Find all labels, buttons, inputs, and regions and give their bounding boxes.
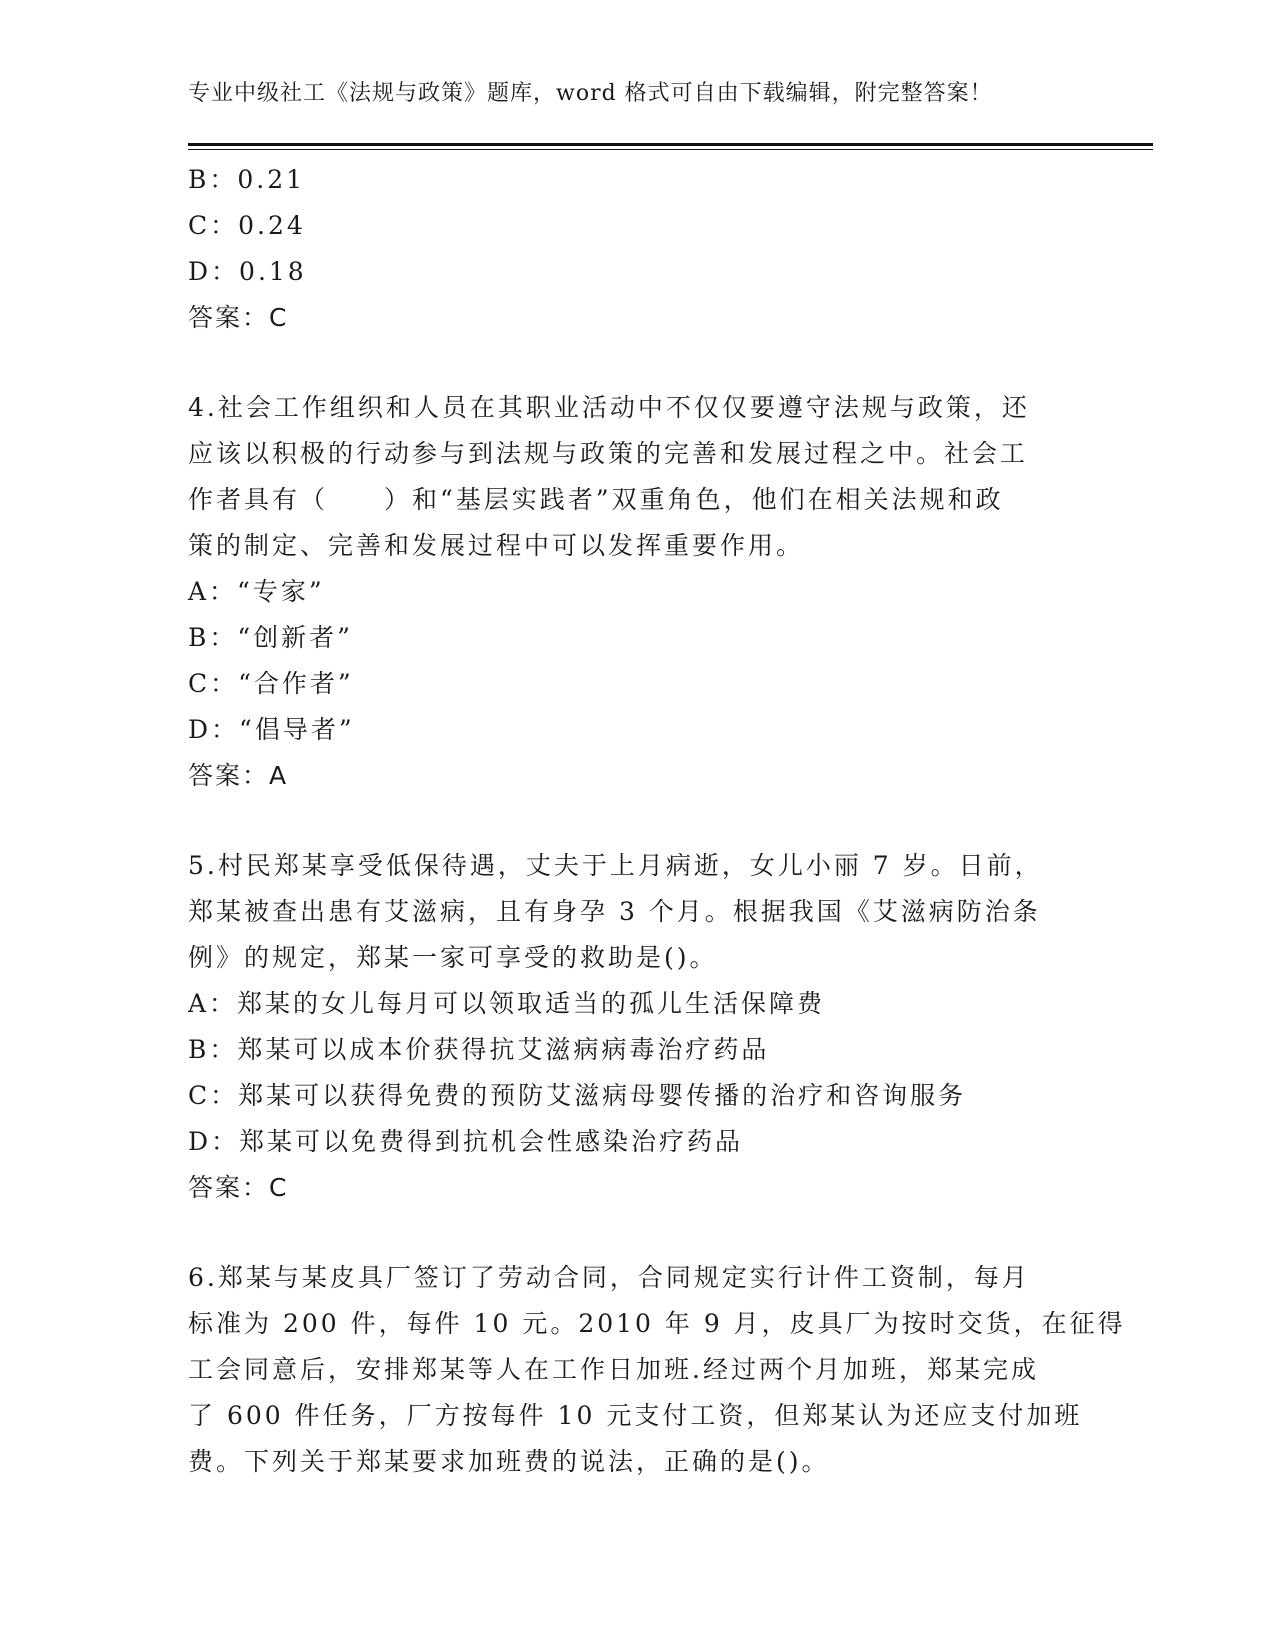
option-d: D：“倡导者” <box>188 715 355 744</box>
question-line: 作者具有（ ）和“基层实践者”双重角色，他们在相关法规和政 <box>188 485 1004 514</box>
answer-line: 答案：A <box>188 761 289 790</box>
spacer <box>188 799 1088 843</box>
question-line: 4.社会工作组织和人员在其职业活动中不仅仅要遵守法规与政策，还 <box>188 393 1030 422</box>
question-line: 5.村民郑某享受低保待遇，丈夫于上月病逝，女儿小丽 7 岁。日前， <box>188 851 1043 880</box>
option-c: C：郑某可以获得免费的预防艾滋病母婴传播的治疗和咨询服务 <box>188 1081 967 1110</box>
answer-line: 答案：C <box>188 1173 289 1202</box>
option-b: B：郑某可以成本价获得抗艾滋病病毒治疗药品 <box>188 1035 770 1064</box>
header-rule <box>188 143 1153 146</box>
answer-line: 答案：C <box>188 303 289 332</box>
question-6-text <box>188 1255 1126 1485</box>
question-4-text <box>188 385 1088 569</box>
option-d: D：郑某可以免费得到抗机会性感染治疗药品 <box>188 1127 744 1156</box>
option-c: C：“合作者” <box>188 669 354 698</box>
header-rule-thin <box>188 149 1153 150</box>
question-line: 6.郑某与某皮具厂签订了劳动合同，合同规定实行计件工资制，每月 <box>188 1263 1030 1292</box>
question-line: 应该以积极的行动参与到法规与政策的完善和发展过程之中。社会工 <box>188 439 1029 468</box>
question-line: 标准为 200 件，每件 10 元。2010 年 9 月，皮具厂为按时交货，在征得 <box>188 1309 1126 1338</box>
spacer <box>188 1211 1088 1255</box>
option-b: B：0.21 <box>188 165 306 194</box>
option-d: D：0.18 <box>188 257 307 286</box>
question-line: 郑某被查出患有艾滋病，且有身孕 3 个月。根据我国《艾滋病防治条 <box>188 897 1041 926</box>
option-a: A：郑某的女儿每月可以领取适当的孤儿生活保障费 <box>188 989 826 1018</box>
spacer <box>188 341 1088 385</box>
question-line: 费。下列关于郑某要求加班费的说法，正确的是()。 <box>188 1447 830 1476</box>
question-line: 了 600 件任务，厂方按每件 10 元支付工资，但郑某认为还应支付加班 <box>188 1401 1083 1430</box>
option-a: A：“专家” <box>188 577 325 606</box>
page-header: 专业中级社工《法规与政策》题库，word 格式可自由下载编辑，附完整答案！ <box>188 81 993 106</box>
option-b: B：“创新者” <box>188 623 353 652</box>
question-line: 策的制定、完善和发展过程中可以发挥重要作用。 <box>188 531 805 560</box>
question-content <box>188 157 1126 1485</box>
question-line: 工会同意后，安排郑某等人在工作日加班.经过两个月加班，郑某完成 <box>188 1355 1039 1384</box>
question-line: 例》的规定，郑某一家可享受的救助是()。 <box>188 943 718 972</box>
question-5-text <box>188 843 1088 981</box>
option-c: C：0.24 <box>188 211 306 240</box>
